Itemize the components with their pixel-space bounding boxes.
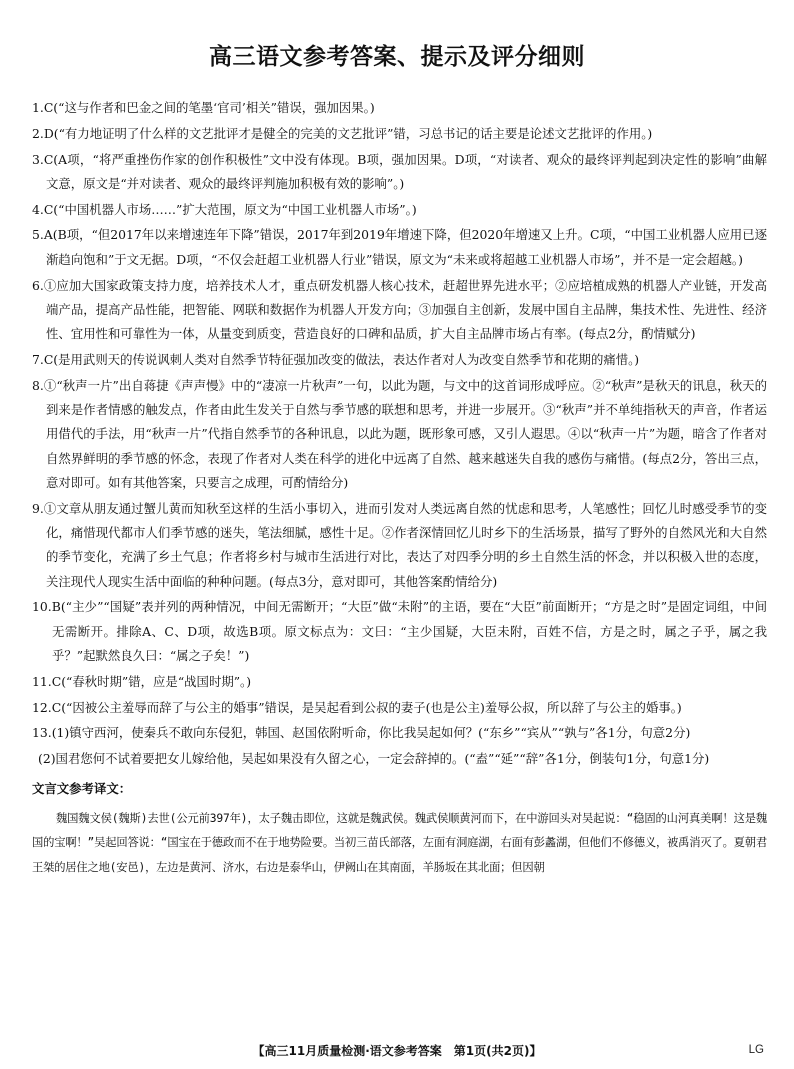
answer-number: 1. <box>32 100 44 115</box>
page-footer: 【高三11月质量检测·语文参考答案 第1页(共2页)】 <box>252 1044 542 1058</box>
answer-item-13 <box>32 721 767 745</box>
answer-number: 10. <box>32 599 52 615</box>
footer-code: LG <box>748 1044 764 1056</box>
answers-body <box>32 96 767 880</box>
answer-number: 12. <box>32 699 52 715</box>
answer-item-3 <box>32 148 767 197</box>
answer-text: C(“中国机器人市场……”扩大范围，原文为“中国工业机器人市场”。) <box>43 201 417 217</box>
answer-number: 7. <box>32 351 44 367</box>
answer-number: 6. <box>32 277 44 293</box>
answer-text: C(是用武则天的传说讽刺人类对自然季节特征强加改变的做法，表达作者对人为改变自然季节和花期的痛惜。) <box>43 351 640 367</box>
page-title: 高三语文参考答案、提示及评分细则 <box>209 44 585 70</box>
answer-number: 3. <box>32 151 44 167</box>
answer-item-9 <box>32 497 767 594</box>
answer-text: ①应加大国家政策支持力度，培养技术人才，重点研发机器人核心技术，赶超世界先进水平；②应培植成熟的机器人产业链，开发高端产品，提高产品性能，把智能、网联和数据作为机器人开发方向；③加强自主创新，发展中国自主品牌，集技术性、先进性、经济性、宜用性和可靠性为一体，从量变到质变，营造良好的口碑和品质，扩大自主品牌市场占有率。(每点2分，酌情赋分) <box>43 277 767 342</box>
answer-text: A(B项，“但2017年以来增速连年下降”错误，2017年到2019年增速下降，但2020年增速又上升。C项，“中国工业机器人应用已逐渐趋向饱和”于文无据。D项，“不仅会赶超工业机器人行业”错误，原文为“未来或将超越工业机器人市场”，并不是一定会超越。) <box>43 227 767 267</box>
answer-text: C(“这与作者和巴金之间的笔墨‘官司’相关”错误，强加因果。) <box>43 100 375 115</box>
answer-number: 11. <box>32 673 52 689</box>
answer-text: B(“主少”“国疑”表并列的两种情况，中间无需断开；“大臣”做“未附”的主语，要在“大臣”前面断开；“方是之时”是固定词组，中间无需断开。排除A、C、D项，故选B项。原文标点为：文曰：“主少国疑，大臣未附，百姓不信，方是之时，属之子乎，属之我乎？”起默然良久曰：“属之子矣！”) <box>51 599 767 664</box>
answer-text: D(“有力地证明了什么样的文艺批评才是健全的完美的文艺批评”错，习总书记的话主要是论述文艺批评的作用。) <box>43 125 653 141</box>
answer-number: 13. <box>32 725 52 741</box>
answer-item-12 <box>32 696 767 720</box>
answer-item-1 <box>32 96 767 120</box>
answer-item-5 <box>32 223 767 272</box>
answer-item-6 <box>32 274 767 347</box>
answer-item-8 <box>32 374 767 495</box>
answer-item-13-part-2: (2)国君您何不试着要把女儿嫁给他，吴起如果没有久留之心，一定会辞掉的。(“盍”“延”“辞”各1分，倒装句1分，句意1分) <box>38 751 710 767</box>
answer-text: (1)镇守西河，使秦兵不敢向东侵犯，韩国、赵国依附听命，你比我吴起如何？(“东乡”“宾从”“孰与”各1分，句意2分) <box>51 725 691 741</box>
answer-number: 5. <box>32 227 44 243</box>
answer-text: C(A项，“将严重挫伤作家的创作积极性”文中没有体现。B项，强加因果。D项，“对读者、观众的最终评判起到决定性的影响”曲解文意，原文是“并对读者、观众的最终评判施加积极有效的影响”。) <box>43 151 767 191</box>
translation-paragraph: 魏国魏文侯(魏斯)去世(公元前397年)，太子魏击即位，这就是魏武侯。魏武侯顺黄河而下，在中游回头对吴起说：“稳固的山河真美啊！这是魏国的宝啊！”吴起回答说：“国宝在于德政而不在于地势险要。当初三苗氏部落，左面有洞庭湖，右面有彭蠡湖，但他们不修德义，被禹消灭了。夏朝君王桀的居住之地(安邑)，左边是黄河、济水，右边是泰华山，伊阙山在其南面，羊肠坂在其北面；但因朝 <box>32 811 767 874</box>
answer-item-7 <box>32 348 767 372</box>
answer-item-10 <box>32 595 767 668</box>
answer-item-2 <box>32 122 767 146</box>
answer-item-4 <box>32 198 767 222</box>
answer-number: 9. <box>32 500 44 516</box>
answer-number: 8. <box>32 377 44 393</box>
answer-text: C(“因被公主羞辱而辞了与公主的婚事”错误，是吴起看到公叔的妻子(也是公主)羞辱公叔，所以辞了与公主的婚事。) <box>51 699 682 715</box>
answer-text: C(“春秋时期”错，应是“战国时期”。) <box>51 673 252 689</box>
answer-item-11 <box>32 670 767 694</box>
translation-heading: 文言文参考译文： <box>32 780 132 796</box>
answer-number: 4. <box>32 201 44 217</box>
answer-number: 2. <box>32 125 44 141</box>
answer-text: ①文章从朋友通过蟹儿黄而知秋至这样的生活小事切入，进而引发对人类远离自然的忧虑和思考，人笔感性；回忆儿时感受季节的变化，痛惜现代都市人们季节感的迷失，笔法细腻，感性十足。②作者深情回忆儿时乡下的生活场景，描写了野外的自然风光和大自然的季节变化，充满了乡土气息；作者将乡村与城市生活进行对比，表达了对四季分明的乡土自然生活的怀念，并以积极入世的态度，关注现代人现实生活中面临的种种问题。(每点3分，意对即可，其他答案酌情给分) <box>43 500 767 589</box>
answer-text: ①“秋声一片”出自蒋捷《声声慢》中的“凄凉一片秋声”一句，以此为题，与文中的这首词形成呼应。②“秋声”是秋天的讯息，秋天的到来是作者情感的触发点，作者由此生发关于自然与季节感的联想和思考，并进一步展开。③“秋声”并不单纯指秋天的声音，作者运用借代的手法，用“秋声一片”代指自然季节的各种讯息，以此为题，既形象可感，又引人遐思。④以“秋声一片”为题，暗含了作者对自然界鲜明的季节感的怀念，表现了作者对人类在科学的进化中远离了自然、越来越迷失自我的感伤与痛惜。(每点2分，答出三点，意对即可。如有其他答案，只要言之成理，可酌情给分) <box>43 377 767 490</box>
